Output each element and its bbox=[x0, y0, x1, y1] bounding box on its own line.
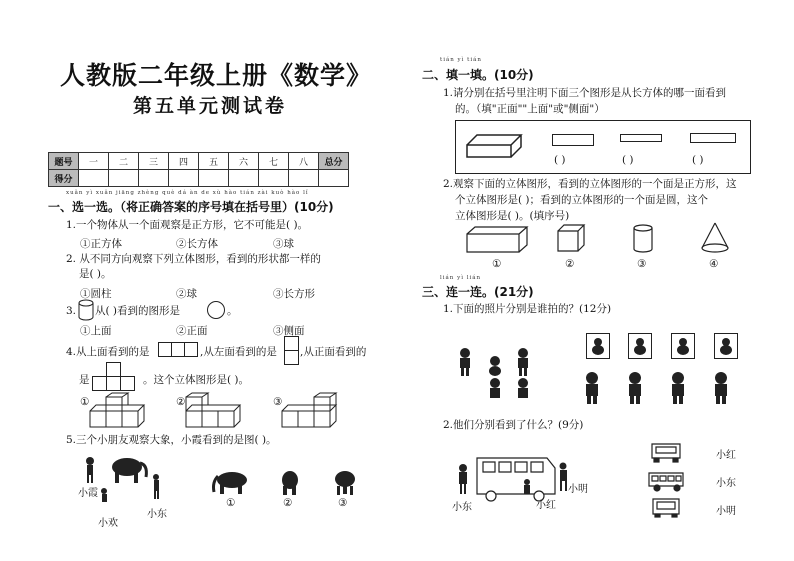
score-cell: 一 bbox=[79, 153, 109, 170]
score-cell: 七 bbox=[259, 153, 289, 170]
q2-2-text-line3: 立体图形是( )。(填序号) bbox=[455, 210, 570, 222]
q1-3-text: 从( )看到的图形是 bbox=[95, 305, 181, 317]
q1-3-option-1[interactable]: ①上面 bbox=[80, 325, 112, 337]
page-title: 人教版二年级上册《数学》 bbox=[60, 61, 373, 90]
score-input-cell[interactable] bbox=[109, 170, 139, 187]
photo-frame-2[interactable] bbox=[628, 333, 652, 359]
side-face-figure bbox=[690, 133, 736, 143]
q1-4-option-2[interactable]: ② bbox=[176, 396, 186, 408]
scene-name-xiaodong: 小东 bbox=[452, 502, 472, 513]
score-input-cell[interactable] bbox=[289, 170, 319, 187]
cube-stack-3 bbox=[280, 393, 340, 431]
bus-side-view bbox=[647, 470, 687, 492]
q1-4-text-d: 是 bbox=[79, 374, 90, 386]
solid-cylinder bbox=[632, 224, 654, 254]
score-table-score-row bbox=[49, 170, 349, 187]
solid-label-1: ① bbox=[492, 258, 502, 270]
cube-stack-2 bbox=[184, 393, 244, 431]
score-table bbox=[48, 152, 349, 187]
elephant-side-view bbox=[210, 470, 250, 496]
solid-cuboid bbox=[466, 226, 530, 254]
q1-1-option-2[interactable]: ②长方体 bbox=[176, 238, 218, 250]
q1-2-text-line2: 是( )。 bbox=[79, 268, 112, 280]
photographer-choices bbox=[582, 370, 742, 406]
q1-4-option-1[interactable]: ① bbox=[80, 396, 90, 408]
q3-1-text: 1.下面的照片分别是谁拍的？(12分) bbox=[443, 303, 612, 315]
front-view-figure bbox=[92, 362, 140, 392]
photo-frame-4[interactable] bbox=[714, 333, 738, 359]
q1-2-option-1[interactable]: ①圆柱 bbox=[80, 288, 112, 300]
q1-3-option-2[interactable]: ②正面 bbox=[176, 325, 208, 337]
q1-5-text: 5.三个小朋友观察大象，小霞看到的是图( )。 bbox=[66, 434, 277, 446]
q2-1-blank-2[interactable]: ( ) bbox=[622, 154, 634, 166]
bus-scene bbox=[455, 446, 580, 508]
q1-4-text-e: 。这个立体图形是( )。 bbox=[143, 374, 250, 386]
q1-3-number: 3. bbox=[66, 305, 77, 317]
cylinder-figure bbox=[78, 299, 94, 321]
solid-label-2: ② bbox=[565, 258, 575, 270]
section3-heading: 三、连一连。(21分) bbox=[422, 285, 534, 299]
score-cell: 五 bbox=[199, 153, 229, 170]
view-name-xiaohong: 小红 bbox=[716, 450, 736, 461]
q1-4-text-b: ,从左面看到的是 bbox=[200, 346, 277, 358]
q1-2-text-line1: 2. 从不同方向观察下列立体图形，看到的形状都一样的 bbox=[66, 253, 321, 265]
section2-heading: 二、填一填。(10分) bbox=[422, 68, 534, 82]
score-input-cell[interactable] bbox=[259, 170, 289, 187]
q2-1-blank-1[interactable]: ( ) bbox=[554, 154, 566, 166]
teddy-bear-icon bbox=[632, 337, 648, 355]
teddy-bear-icon bbox=[675, 337, 691, 355]
q2-2-text-line2: 个立体图形是( )；看到的立体图形的一个面是圆，这个 bbox=[455, 194, 709, 206]
view-name-xiaoming: 小明 bbox=[716, 506, 736, 517]
elephant-back-view bbox=[280, 470, 300, 496]
q1-5-option-1[interactable]: ① bbox=[226, 497, 236, 509]
square-face-figure bbox=[552, 134, 594, 146]
cube-stack-1 bbox=[88, 393, 148, 431]
top-view-figure bbox=[158, 342, 200, 358]
top-face-figure bbox=[620, 134, 662, 142]
score-input-cell[interactable] bbox=[319, 170, 349, 187]
section1-pinyin: xuǎn yì xuǎn jiāng zhèng què dá àn de xù hào tián zài kuò hào lǐ bbox=[66, 190, 309, 196]
q1-2-option-2[interactable]: ②球 bbox=[176, 288, 197, 300]
section1-heading: 一、选一选。（将正确答案的序号填在括号里）(10分) bbox=[48, 200, 334, 214]
q2-1-text-line1: 1.请分别在括号里注明下面三个图形是从长方体的哪一面看到 bbox=[443, 87, 727, 99]
score-cell: 六 bbox=[229, 153, 259, 170]
score-cell: 八 bbox=[289, 153, 319, 170]
view-name-xiaodong: 小东 bbox=[716, 478, 736, 489]
q1-1-text: 1.一个物体从一个面观察是正方形，它不可能是( )。 bbox=[66, 219, 309, 231]
elephant-front-view bbox=[334, 470, 356, 496]
q1-5-option-2[interactable]: ② bbox=[283, 497, 293, 509]
score-table-header-row bbox=[49, 153, 349, 170]
solid-cube bbox=[557, 224, 585, 254]
q1-3-option-3[interactable]: ③侧面 bbox=[273, 325, 305, 337]
q2-2-text-line1: 2.观察下面的立体图形，看到的立体图形的一个面是正方形，这 bbox=[443, 178, 737, 190]
q2-1-blank-3[interactable]: ( ) bbox=[692, 154, 704, 166]
teddy-bear-icon bbox=[718, 337, 734, 355]
cuboid-figure bbox=[465, 133, 523, 159]
photographers-scene bbox=[455, 345, 545, 405]
solid-label-4: ④ bbox=[709, 258, 719, 270]
q1-1-option-3[interactable]: ③球 bbox=[273, 238, 294, 250]
scene-name-xiaoming: 小明 bbox=[568, 484, 588, 495]
score-input-cell[interactable] bbox=[199, 170, 229, 187]
q1-4-text-a: 4.从上面看到的是 bbox=[66, 346, 150, 358]
q1-5-option-3[interactable]: ③ bbox=[338, 497, 348, 509]
child-name-xiaohuan: 小欢 bbox=[98, 518, 118, 529]
score-input-cell[interactable] bbox=[229, 170, 259, 187]
q1-4-option-3[interactable]: ③ bbox=[273, 396, 283, 408]
score-input-cell[interactable] bbox=[139, 170, 169, 187]
section2-pinyin: tián yì tián bbox=[440, 57, 482, 63]
score-input-cell[interactable] bbox=[169, 170, 199, 187]
circle-figure bbox=[206, 300, 226, 320]
q1-2-option-3[interactable]: ③长方形 bbox=[273, 288, 315, 300]
score-cell: 题号 bbox=[49, 153, 79, 170]
score-cell: 总分 bbox=[319, 153, 349, 170]
score-cell: 得分 bbox=[49, 170, 79, 187]
q2-1-text-line2: 的。（填"正面""上面"或"侧面"） bbox=[455, 103, 605, 115]
child-name-xiaoxia: 小霞 bbox=[78, 488, 98, 499]
photo-frame-1[interactable] bbox=[586, 333, 610, 359]
q3-2-text: 2.他们分别看到了什么？(9分) bbox=[443, 419, 584, 431]
left-view-figure bbox=[284, 336, 300, 366]
solid-cone bbox=[700, 222, 730, 254]
score-cell: 二 bbox=[109, 153, 139, 170]
bus-front-view bbox=[650, 442, 684, 464]
child-name-xiaodong: 小东 bbox=[147, 509, 167, 520]
score-input-cell[interactable] bbox=[79, 170, 109, 187]
section3-pinyin: lián yì lián bbox=[440, 275, 482, 281]
q1-3-end: 。 bbox=[227, 305, 238, 317]
teddy-bear-icon bbox=[590, 337, 606, 355]
page-subtitle: 第五单元测试卷 bbox=[132, 95, 287, 117]
score-cell: 四 bbox=[169, 153, 199, 170]
photo-frame-3[interactable] bbox=[671, 333, 695, 359]
scene-name-xiaohong: 小红 bbox=[536, 500, 556, 511]
solid-label-3: ③ bbox=[637, 258, 647, 270]
q1-1-option-1[interactable]: ①正方体 bbox=[80, 238, 122, 250]
q1-4-text-c: ,从正面看到的 bbox=[300, 346, 367, 358]
bus-back-view bbox=[651, 497, 683, 519]
score-cell: 三 bbox=[139, 153, 169, 170]
